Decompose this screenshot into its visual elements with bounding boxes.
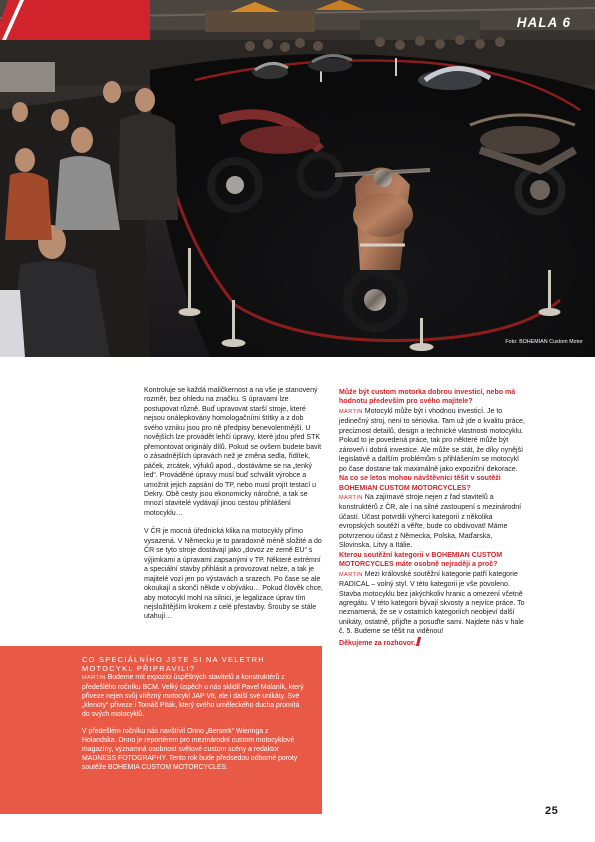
hero-photo	[0, 0, 595, 357]
box-title: CO SPECIÁLNÍHO JSTE SI NA VELETRH MOTOCYKL PŘIPRAVILI?	[82, 655, 265, 673]
interview-answer: MARTIN Na zajímavé stroje nejen z řad stavitelů a konstruktérů z ČR, ale i na silné zastoupení s mezinárodní účastí. Účast potvrdili výherci kategorií z několika evropských soutěží a věřte, bude co obdivovat! Máme potvrzenou účast z Německa, Polska, Maďarska, Slovinska, Litvy a Itálie.	[339, 493, 522, 550]
speaker-name: MARTIN	[339, 408, 363, 415]
interview-question: Kterou soutěžní kategorii v BOHEMIAN CUSTOM MOTORCYCLES máte osobně nejraději a proč?	[339, 551, 503, 569]
page-number: 25	[545, 805, 559, 817]
article-column-left	[144, 386, 324, 622]
photo-credit: Foto: BOHEMIAN Custom Motor	[505, 339, 583, 345]
interview-answer: MARTIN Mezi královské soutěžní kategorie patří kategorie RADICAL – volný styl. V této kategorii je vše povoleno. Stavba motocyklu bez jakýchkoliv hranic a omezení včetně agregátu. V této kategorii bývají skvosty a nejvíce práce. To neznamená, že se v ostatních kategoriích neobjeví další unikáty, ostatně, přijďte a posuďte sami. Najdete nás v hale č. 5. Budeme se těšit na viděnou!	[339, 570, 525, 636]
section-label: HALA 6	[516, 15, 571, 30]
paragraph: V ČR je mocná úřednická klika na motocykly přímo vysazená. V Německu je to paradoxně méně složité a do ČR se tyto stroje dostávají jako „dovoz ze země EU“ s výjimkami a úpravami zapsanými v TP. Některé extrémní a speciální stavby přihlásit a provozovat nelze, a tak je majitelé vozí jen po výstavách a srazech. Po čase se ale okoukají a skončí někde v obýváku… Pokud člověk chce, aby motocykl mohl na silnici, je legalizace úprav tím nejsložitějším krokem z celé přestavby. Šrouby se stále utahují…	[144, 528, 324, 621]
speaker-name: MARTIN	[339, 571, 363, 578]
end-mark-icon	[416, 637, 421, 646]
closing-line: Děkujeme za rozhovor.	[339, 637, 525, 648]
interview-answer: MARTIN Motocykl může být i vhodnou investicí. Je to jedinečný stroj, není to sériovka. Tam už jde o kvalitu práce, preciznost detailů, design a technické vlastnosti motocyklu. Pokud to je povedená práce, tak pro některé může být zároveň i dobrá investice. Ale může se stát, že díky nynější legislativě a dalším problémům s přihlášením se motocykl po čase dostane tak maximálně jako expoziční dekorace.	[339, 407, 525, 473]
box-paragraph: V předešlém ročníku nás navštívil Onno „Berserk“ Wieringa z Holandska. Onno je reportérem pro mezinárodní custom motocyklové magazíny, významná osobnost světové custom scény a redaktor MADNESS FOTOGRAPHY. Tento rok bude předsedou odborné poroty soutěže BOHEMIA CUSTOM MOTORCYCLES.	[82, 728, 298, 771]
section-tab-shape	[0, 0, 150, 40]
sidebar-box	[0, 646, 322, 814]
speaker-name: MARTIN	[82, 675, 106, 681]
speaker-name: MARTIN	[339, 494, 363, 501]
article-column-right	[339, 388, 525, 648]
box-paragraph: MARTIN Budeme mít expozici úspěšných stavitelů a konstruktérů z předešlého ročníku BCM. Velký úspěch u nás sklidil Pavel Malaník, který přiveze nejen svůj vítězný motocykl JAP V8, ale i další své unikáty. Své „klenoty“ přiveze i Tomáš Piták, který svého uměleckého ducha promítá do svých motocyklů.	[82, 674, 304, 718]
motorcycle-exhibition-image	[0, 0, 595, 357]
paragraph: Kontroluje se každá maličkernost a na vše je stanovený rozměr, bez ohledu na značku. S úpravami lze postupovat různě. Buď upravovat starší stroje, které nejsou onálepkovány homologačními štítky a z dob svého vzniku jsou pro ně předpisy benevolentnější. U novějších lze provádět lehčí úpravy, které jdou před STK přemontovat originály dílů. Pokud se ovšem budete bavit o zásadnějších úpravách než je změna sedla, řídítek, páček, zrcátek, výfuků apod., dostáváme se na „tenký led“. Prováděné úpravy musí buď schválit výrobce a umožnit jejich zapsání do TP, nebo musí projít testací u Dekry. Obě cesty jsou ekonomicky náročné, a tak se mnozí stavitelé vydávají jinou cestou přihlášení motocyklu…	[144, 387, 322, 517]
interview-question: Na co se letos mohou návštěvníci těšit v soutěži BOHEMIAN CUSTOM MOTORCYCLES?	[339, 475, 501, 492]
interview-question: Může být custom motorka dobrou investicí, nebo má hodnotu především pro svého majitele?	[339, 389, 516, 406]
